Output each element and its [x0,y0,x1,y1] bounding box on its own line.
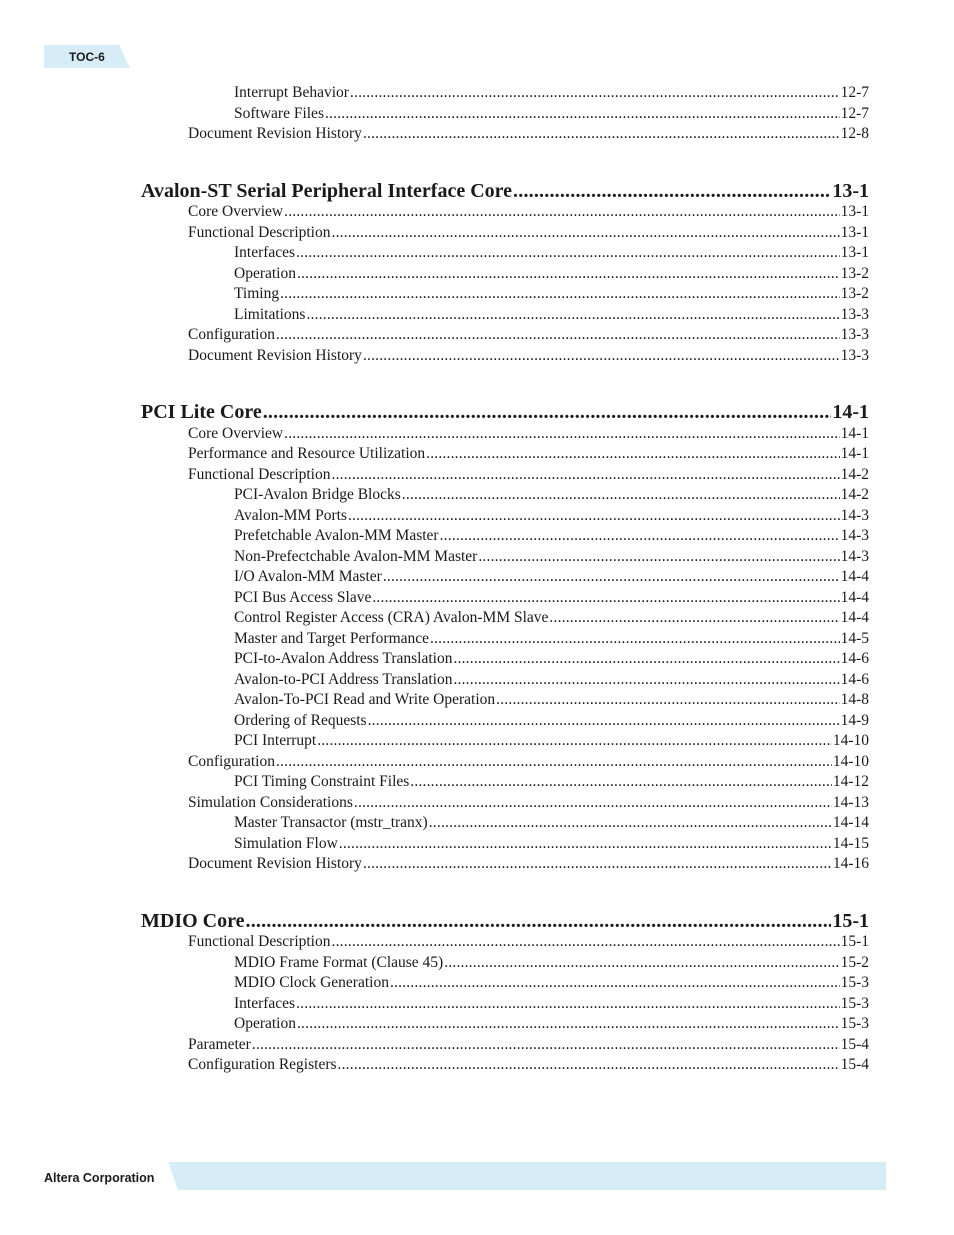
toc-dot-leader [513,180,831,203]
toc-entry-title: MDIO Core [141,909,245,932]
toc-entry-title: Avalon-To-PCI Read and Write Operation [234,691,496,708]
toc-entry-title: Master Transactor (mstr_tranx) [234,814,428,831]
toc-entry-page: 14-5 [840,629,869,647]
toc-dot-leader [246,910,832,933]
toc-entry[interactable] [234,568,869,586]
toc-entry-title: Functional Description [188,933,331,950]
toc-entry-title: Functional Description [188,223,331,241]
toc-entry-page: 14-1 [840,424,869,442]
toc-entry-title: PCI-to-Avalon Address Translation [234,650,453,667]
toc-entry-page: 14-9 [840,711,869,729]
toc-entry-title: Interfaces [234,994,296,1012]
toc-dot-leader [263,401,832,424]
toc-entry[interactable] [234,671,869,689]
toc-entry-title: Avalon-to-PCI Address Translation [234,670,453,688]
toc-entry[interactable] [188,1056,869,1074]
toc-dot-leader [252,1036,840,1054]
toc-entry-page: 12-8 [840,125,869,142]
toc-entry-title: Interrupt Behavior [234,84,349,101]
toc-dot-leader [296,995,839,1013]
toc-entry[interactable] [234,995,869,1013]
toc-chapter-entry[interactable] [141,401,869,424]
toc-entry-page: 15-4 [840,1035,869,1053]
toc-entry-page: 14-1 [832,401,869,423]
toc-entry[interactable] [234,285,869,303]
toc-entry-title: Timing [234,285,280,302]
toc-entry[interactable] [234,589,869,607]
toc-entry-page: 14-10 [832,752,869,770]
toc-entry[interactable] [188,855,869,873]
toc-dot-leader [402,486,840,504]
toc-entry-page: 15-1 [840,933,869,950]
toc-entry[interactable] [234,691,869,709]
toc-entry-title: Functional Description [188,465,331,483]
toc-entry-page: 13-3 [840,305,869,323]
toc-dot-leader [284,425,839,443]
toc-entry-page: 15-4 [840,1056,869,1073]
toc-entry-page: 13-1 [840,203,869,220]
toc-entry[interactable] [188,794,869,812]
toc-entry-page: 15-3 [840,974,869,991]
toc-entry-title: PCI Bus Access Slave [234,588,372,606]
toc-entry-page: 14-10 [832,732,869,749]
toc-entry[interactable] [234,507,869,525]
toc-entry-title: Simulation Considerations [188,793,353,811]
toc-entry[interactable] [188,203,869,221]
toc-dot-leader [317,732,832,750]
toc-entry-page: 15-3 [840,1015,869,1032]
toc-dot-leader [354,794,832,812]
toc-entry-title: MDIO Clock Generation [234,974,389,991]
toc-entry-page: 13-2 [840,285,869,302]
toc-dot-leader [496,691,839,709]
toc-entry-page: 14-14 [832,814,869,831]
toc-entry[interactable] [188,1036,869,1054]
toc-dot-leader [372,589,839,607]
toc-entry[interactable] [234,974,869,992]
toc-dot-leader [368,712,840,730]
toc-dot-leader [444,954,839,972]
toc-entry-title: Core Overview [188,203,284,220]
toc-entry-title: I/O Avalon-MM Master [234,568,382,585]
toc-dot-leader [297,1015,840,1033]
toc-entry-title: Document Revision History [188,855,362,872]
toc-entry-page: 14-3 [840,506,869,524]
toc-dot-leader [440,527,840,545]
toc-entry[interactable] [188,425,869,443]
toc-entry-title: MDIO Frame Format (Clause 45) [234,953,444,971]
toc-dot-leader [363,125,840,143]
toc-dot-leader [453,671,839,689]
toc-entry[interactable] [234,712,869,730]
toc-dot-leader [332,466,840,484]
toc-entry-title: Avalon-ST Serial Peripheral Interface Core [141,179,513,202]
toc-dot-leader [338,1056,840,1074]
toc-entry[interactable] [234,609,869,627]
toc-entry-title: PCI Lite Core [141,401,262,423]
toc-dot-leader [429,814,832,832]
toc-entry-page: 14-4 [840,568,869,585]
toc-entry[interactable] [188,125,869,143]
toc-entry[interactable] [188,466,869,484]
toc-dot-leader [306,306,839,324]
footer-bar [168,1162,886,1190]
toc-entry-title: Limitations [234,305,306,323]
toc-entry-title: Simulation Flow [234,834,338,852]
toc-entry-title: Configuration Registers [188,1056,337,1073]
toc-chapter-entry[interactable] [141,180,869,203]
toc-entry-title: PCI Timing Constraint Files [234,773,410,790]
toc-dot-leader [296,244,839,262]
toc-entry-page: 14-13 [832,793,869,811]
toc-entry[interactable] [234,630,869,648]
toc-entry-page: 14-3 [840,547,869,565]
toc-dot-leader [410,773,832,791]
toc-entry-title: Avalon-MM Ports [234,506,347,524]
toc-entry-page: 13-1 [840,244,869,261]
toc-dot-leader [478,548,839,566]
toc-dot-leader [280,285,839,303]
toc-entry[interactable] [234,835,869,853]
toc-dot-leader [363,855,832,873]
toc-entry-page: 14-6 [840,650,869,667]
toc-entry[interactable] [234,244,869,262]
toc-entry[interactable] [234,105,869,123]
toc-entry[interactable] [234,306,869,324]
toc-entry-page: 14-16 [832,855,869,872]
toc-entry[interactable] [234,954,869,972]
toc-dot-leader [426,445,839,463]
toc-entry-page: 13-3 [840,326,869,343]
toc-entry-title: Ordering of Requests [234,711,367,729]
toc-entry[interactable] [234,265,869,283]
toc-dot-leader [363,347,840,365]
toc-entry-title: Operation [234,1015,296,1032]
toc-entry-title: Interfaces [234,244,296,261]
toc-entry[interactable] [234,650,869,668]
toc-entry-page: 14-3 [840,527,869,544]
toc-entry-title: Prefetchable Avalon-MM Master [234,527,439,544]
toc-page-number: TOC-6 [69,50,105,64]
toc-entry-title: PCI Interrupt [234,732,317,749]
toc-dot-leader [383,568,840,586]
toc-entry-page: 13-1 [832,179,869,202]
toc-chapter-entry[interactable] [141,910,869,933]
toc-entry-page: 14-8 [840,691,869,708]
toc-dot-leader [453,650,839,668]
toc-entry-page: 14-2 [840,465,869,483]
toc-entry[interactable] [188,445,869,463]
toc-entry[interactable] [234,773,869,791]
toc-entry-page: 14-4 [840,609,869,626]
toc-entry-title: Parameter [188,1035,251,1053]
toc-entry-title: Operation [234,264,296,282]
toc-entry-title: Document Revision History [188,346,362,364]
toc-entry-page: 15-3 [840,994,869,1012]
toc-entry-page: 14-4 [840,588,869,606]
toc-dot-leader [348,507,840,525]
toc-entry[interactable] [234,814,869,832]
toc-entry-page: 14-1 [840,445,869,462]
toc-entry-page: 15-1 [832,909,869,932]
toc-entry[interactable] [234,1015,869,1033]
toc-entry-page: 12-7 [840,104,869,122]
toc-dot-leader [430,630,840,648]
toc-entry[interactable] [234,732,869,750]
toc-entry[interactable] [188,347,869,365]
toc-entry[interactable] [188,933,869,951]
toc-dot-leader [350,84,840,102]
toc-entry-title: Master and Target Performance [234,629,430,647]
toc-entry-title: Core Overview [188,424,284,442]
toc-entry[interactable] [234,527,869,545]
toc-entry-title: Configuration [188,326,275,343]
toc-dot-leader [390,974,840,992]
toc-dot-leader [276,753,832,771]
toc-dot-leader [325,105,840,123]
toc-dot-leader [332,224,840,242]
toc-entry[interactable] [188,326,869,344]
toc-dot-leader [339,835,832,853]
toc-entry-title: Document Revision History [188,125,362,142]
toc-entry-title: Control Register Access (CRA) Avalon-MM Slave [234,609,549,626]
toc-dot-leader [549,609,839,627]
toc-entry[interactable] [188,753,869,771]
toc-entry-title: Software Files [234,104,324,122]
toc-entry-title: Performance and Resource Utilization [188,445,426,462]
toc-entry-page: 14-6 [840,670,869,688]
toc-entry-title: PCI-Avalon Bridge Blocks [234,486,401,503]
toc-dot-leader [276,326,840,344]
toc-entry[interactable] [188,224,869,242]
toc-entry-page: 14-12 [832,773,869,790]
toc-entry[interactable] [234,486,869,504]
toc-dot-leader [332,933,840,951]
toc-entry-page: 15-2 [840,953,869,971]
toc-entry[interactable] [234,548,869,566]
toc-entry-page: 13-3 [840,346,869,364]
toc-entry-title: Configuration [188,752,275,770]
toc-entry-page: 13-2 [840,264,869,282]
toc-entry-title: Non-Prefectchable Avalon-MM Master [234,547,478,565]
toc-entry-page: 12-7 [840,84,869,101]
toc-entry-page: 14-15 [832,834,869,852]
toc-entry-page: 14-2 [840,486,869,503]
footer-company: Altera Corporation [44,1171,155,1185]
toc-dot-leader [297,265,840,283]
toc-entry[interactable] [234,84,869,102]
toc-entry-page: 13-1 [840,223,869,241]
toc-dot-leader [284,203,839,221]
